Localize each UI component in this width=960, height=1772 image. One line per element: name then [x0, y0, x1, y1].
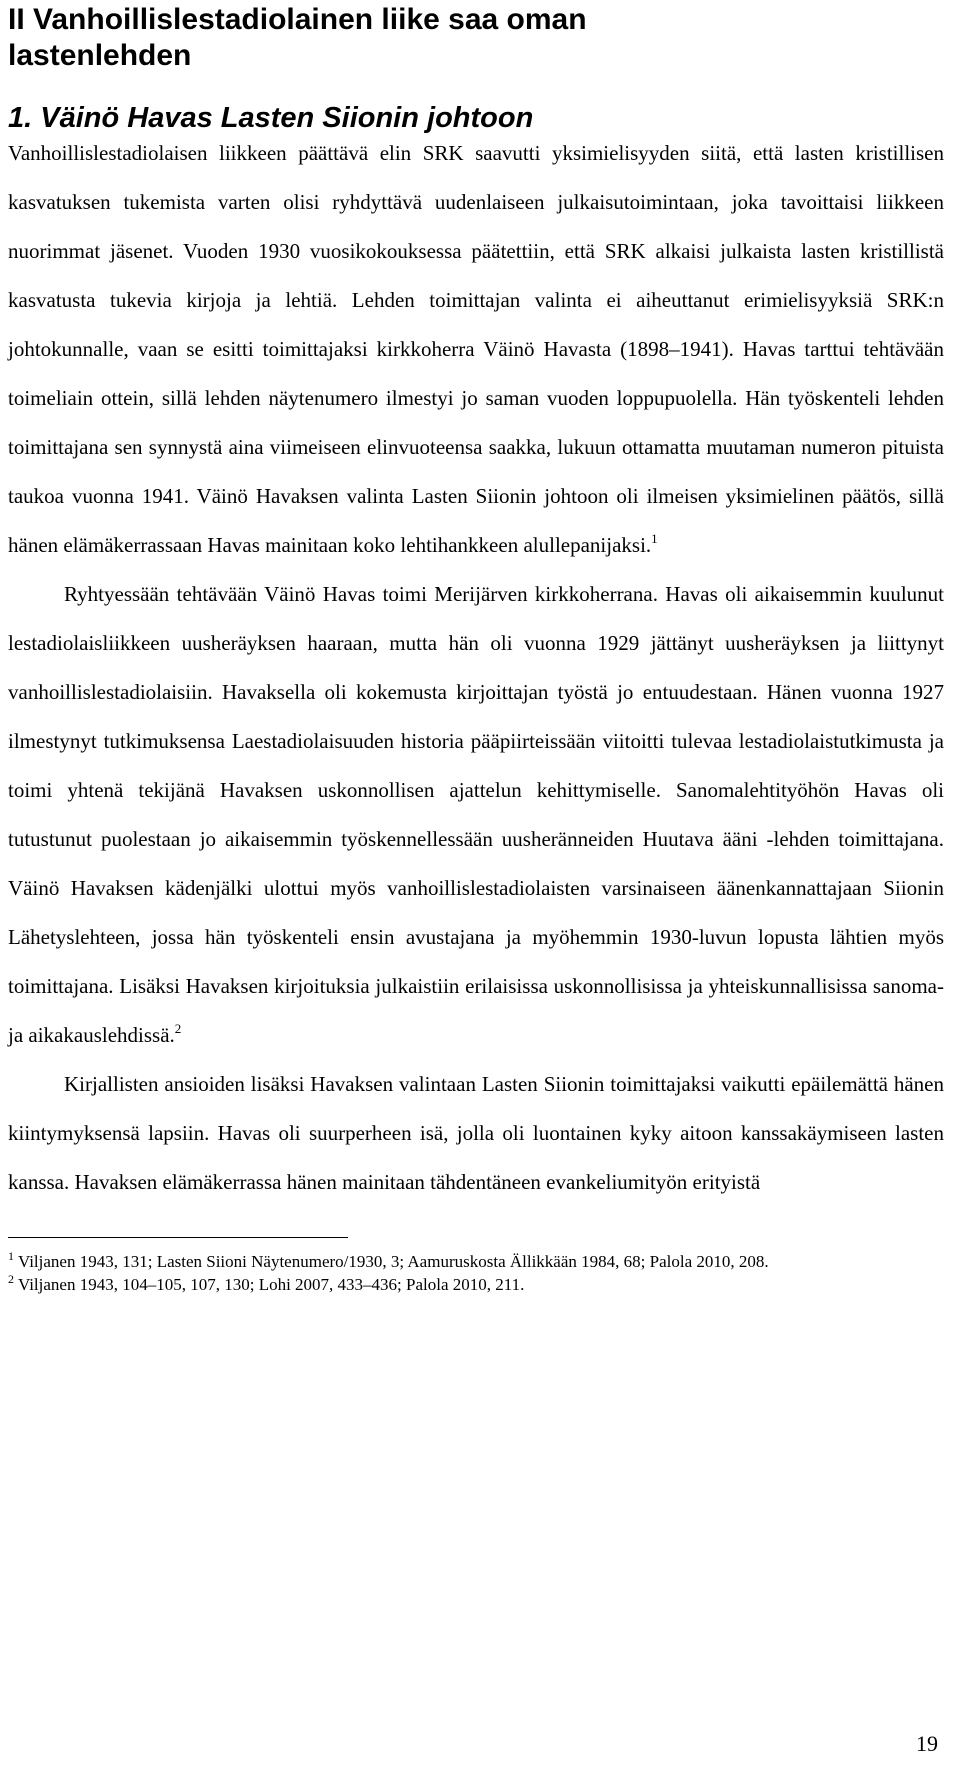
footnote-number: 2	[8, 1272, 14, 1286]
footnote-reference[interactable]: 2	[174, 1021, 182, 1036]
section-title: 1. Väinö Havas Lasten Siionin johtoon	[8, 102, 534, 134]
body-paragraph-3	[8, 1060, 944, 1207]
paragraph-text: Kirjallisten ansioiden lisäksi Havaksen valintaan Lasten Siionin toimittajaksi vaikutti epäilemättä hänen kiintymyksensä lapsiin. Havas oli suurperheen isä, jolla oli luontainen kyky aitoon kanssakäymiseen lasten kanssa. Havaksen elämäkerrassa hänen mainitaan tähdentäneen evankeliumityön erityistä	[8, 1072, 944, 1194]
footnote-text: Viljanen 1943, 131; Lasten Siioni Näytenumero/1930, 3; Aamuruskosta Ällikkään 1984, 68; Palola 2010, 208.	[17, 1252, 769, 1271]
footnotes	[8, 1250, 944, 1296]
footnote-number: 1	[8, 1249, 14, 1263]
footnote-text: Viljanen 1943, 104–105, 107, 130; Lohi 2007, 433–436; Palola 2010, 211.	[17, 1275, 525, 1294]
footnote-1	[8, 1250, 944, 1273]
footnote-reference[interactable]: 1	[651, 531, 658, 546]
footnote-separator	[8, 1237, 348, 1238]
body-paragraph-2	[8, 570, 944, 1060]
chapter-title: II Vanhoillislestadiolainen liike saa oman lastenlehden	[8, 3, 587, 72]
paragraph-text: Vanhoillislestadiolaisen liikkeen päättävä elin SRK saavutti yksimielisyyden siitä, että lasten kristillisen kasvatuksen tukemista varten olisi ryhdyttävä uudenlaiseen julkaisutoimintaan, joka tavoittaisi liikkeen nuorimmat jäsenet. Vuoden 1930 vuosikokouksessa päätettiin, että SRK alkaisi julkaista lasten kristillistä kasvatusta tukevia kirjoja ja lehtiä. Lehden toimittajan valinta ei aiheuttanut erimielisyyksiä SRK:n johtokunnalle, vaan se esitti toimittajaksi kirkkoherra Väinö Havasta (1898–1941). Havas tarttui tehtävään toimeliain ottein, sillä lehden näytenumero ilmestyi jo saman vuoden loppupuolella. Hän työskenteli lehden toimittajana sen synnystä aina viimeiseen elinvuoteensa saakka, lukuun ottamatta muutaman numeron pituista taukoa vuonna 1941. Väinö Havaksen valinta Lasten Siionin johtoon oli ilmeisen yksimielinen päätös, sillä hänen elämäkerrassaan Havas mainitaan koko lehtihankkeen alullepanijaksi.	[8, 141, 944, 557]
paragraph-text: Ryhtyessään tehtävään Väinö Havas toimi Merijärven kirkkoherrana. Havas oli aikaisemmin kuulunut lestadiolaisliikkeen uusheräyksen haaraan, mutta hän oli vuonna 1929 jättänyt uusheräyksen ja liittynyt vanhoillislestadiolaisiin. Havaksella oli kokemusta kirjoittajan työstä jo entuudestaan. Hänen vuonna 1927 ilmestynyt tutkimuksensa Laestadiolaisuuden historia pääpiirteissään viitoitti tulevaa lestadiolaistutkimusta ja toimi yhtenä tekijänä Havaksen uskonnollisen ajattelun kehittymiselle. Sanomalehtityöhön Havas oli tutustunut puolestaan jo aikaisemmin työskennellessään uusheränneiden Huutava ääni -lehden toimittajana. Väinö Havaksen kädenjälki ulottui myös vanhoillislestadiolaisten varsinaiseen äänenkannattajaan Siionin Lähetyslehteen, jossa hän työskenteli ensin avustajana ja myöhemmin 1930-luvun lopusta lähtien myös toimittajana. Lisäksi Havaksen kirjoituksia julkaistiin erilaisissa uskonnollisissa ja yhteiskunnallisissa sanoma- ja aikakauslehdissä.	[8, 582, 944, 1047]
body-paragraph-1	[8, 129, 944, 570]
footnote-2	[8, 1273, 944, 1296]
page-number: 19	[916, 1731, 938, 1756]
